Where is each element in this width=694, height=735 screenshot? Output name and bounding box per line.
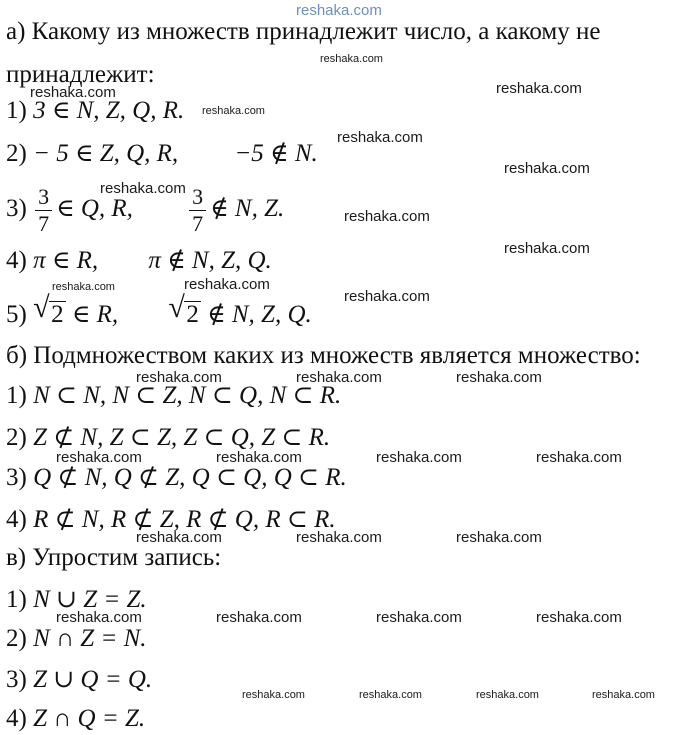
item-expression: Z ⊄ N, Z ⊂ Z, Z ⊂ Q, Z ⊂ R. <box>33 424 331 451</box>
fraction-numerator: 3 <box>35 186 52 211</box>
watermark: reshaka.com <box>216 449 302 466</box>
radicand: 2 <box>51 301 64 328</box>
item-expression-left: ∈ Q, R, <box>56 195 133 222</box>
watermark: reshaka.com <box>504 160 590 177</box>
watermark: reshaka.com <box>296 369 382 386</box>
watermark: reshaka.com <box>592 689 655 701</box>
section-a-title-cont: принадлежит: <box>6 61 155 88</box>
fraction <box>189 183 206 236</box>
section-b-item-4 <box>6 505 336 535</box>
section-a-title: а) Какому из множеств принадлежит число, а какому не <box>6 18 601 45</box>
section-b-title: б) Подмножеством каких из множеств является множество: <box>6 342 641 369</box>
watermark: reshaka.com <box>56 449 142 466</box>
watermark: reshaka.com <box>536 609 622 626</box>
section-c-title: в) Упростим запись: <box>6 544 222 571</box>
watermark: reshaka.com <box>52 281 115 293</box>
watermark: reshaka.com <box>456 369 542 386</box>
watermark-top: reshaka.com <box>296 2 382 19</box>
section-b-item-1 <box>6 381 341 411</box>
item-expression: R ⊄ N, R ⊄ Z, R ⊄ Q, R ⊂ R. <box>33 506 336 533</box>
watermark: reshaka.com <box>100 180 186 197</box>
item-expression-left: ∈ R, <box>71 301 119 328</box>
section-b-item-3 <box>6 463 347 493</box>
watermark: reshaka.com <box>496 80 582 97</box>
item-number: 4) <box>6 705 27 732</box>
fraction-denominator: 7 <box>192 210 204 236</box>
item-expression: N ∩ Z = N. <box>33 625 147 652</box>
fraction-denominator: 7 <box>38 210 50 236</box>
item-expression-right: ∉ N, Z. <box>210 195 285 222</box>
radicand: 2 <box>186 301 199 328</box>
watermark: reshaka.com <box>344 208 430 225</box>
square-root: √ 2 <box>168 291 199 328</box>
item-expression-left: π ∈ R, <box>33 247 99 274</box>
watermark: reshaka.com <box>30 84 116 101</box>
watermark: reshaka.com <box>184 276 270 293</box>
item-expression-right: ∉ N, Z, Q. <box>207 301 312 328</box>
watermark: reshaka.com <box>320 53 383 65</box>
section-a-item-1 <box>6 96 184 126</box>
item-expression-right: −5 ∉ N. <box>234 140 318 167</box>
item-expression: Q ⊄ N, Q ⊄ Z, Q ⊂ Q, Q ⊂ R. <box>33 464 347 491</box>
item-expression-left: − 5 ∈ Z, Q, R, <box>33 140 179 167</box>
section-b-item-2 <box>6 423 330 453</box>
item-number: 1) <box>6 97 27 124</box>
watermark: reshaka.com <box>136 529 222 546</box>
watermark: reshaka.com <box>456 529 542 546</box>
section-a-item-5 <box>6 291 312 330</box>
item-number: 4) <box>6 247 27 274</box>
watermark: reshaka.com <box>359 689 422 701</box>
item-number: 3) <box>6 666 27 693</box>
section-a-item-2 <box>6 139 318 169</box>
item-expression-right: π ∉ N, Z, Q. <box>148 247 272 274</box>
item-expression: 3 ∈ N, Z, Q, R. <box>33 97 185 124</box>
item-number: 4) <box>6 506 27 533</box>
item-expression: N ⊂ N, N ⊂ Z, N ⊂ Q, N ⊂ R. <box>33 382 342 409</box>
section-a-item-3 <box>6 182 284 236</box>
item-expression: N ∪ Z = Z. <box>33 586 147 613</box>
watermark: reshaka.com <box>136 369 222 386</box>
item-number: 2) <box>6 625 27 652</box>
watermark: reshaka.com <box>536 449 622 466</box>
fraction <box>35 183 52 236</box>
item-number: 3) <box>6 195 27 222</box>
item-expression: Z ∩ Q = Z. <box>33 705 146 732</box>
watermark: reshaka.com <box>216 609 302 626</box>
watermark: reshaka.com <box>376 609 462 626</box>
item-number: 2) <box>6 140 27 167</box>
item-number: 1) <box>6 586 27 613</box>
watermark: reshaka.com <box>476 689 539 701</box>
watermark: reshaka.com <box>296 529 382 546</box>
item-expression: Z ∪ Q = Q. <box>33 666 153 693</box>
section-c-item-2 <box>6 624 147 654</box>
watermark: reshaka.com <box>504 240 590 257</box>
fraction-numerator: 3 <box>189 186 206 211</box>
watermark: reshaka.com <box>376 449 462 466</box>
square-root: √ 2 <box>33 291 64 328</box>
item-number: 1) <box>6 382 27 409</box>
watermark: reshaka.com <box>242 689 305 701</box>
watermark: reshaka.com <box>337 129 423 146</box>
watermark: reshaka.com <box>202 105 265 117</box>
section-a-item-4 <box>6 246 272 276</box>
section-c-item-3 <box>6 665 152 695</box>
watermark: reshaka.com <box>344 288 430 305</box>
item-number: 5) <box>6 301 27 328</box>
item-number: 3) <box>6 464 27 491</box>
item-number: 2) <box>6 424 27 451</box>
section-c-item-1 <box>6 585 147 615</box>
watermark: reshaka.com <box>56 609 142 626</box>
section-c-item-4 <box>6 704 145 734</box>
